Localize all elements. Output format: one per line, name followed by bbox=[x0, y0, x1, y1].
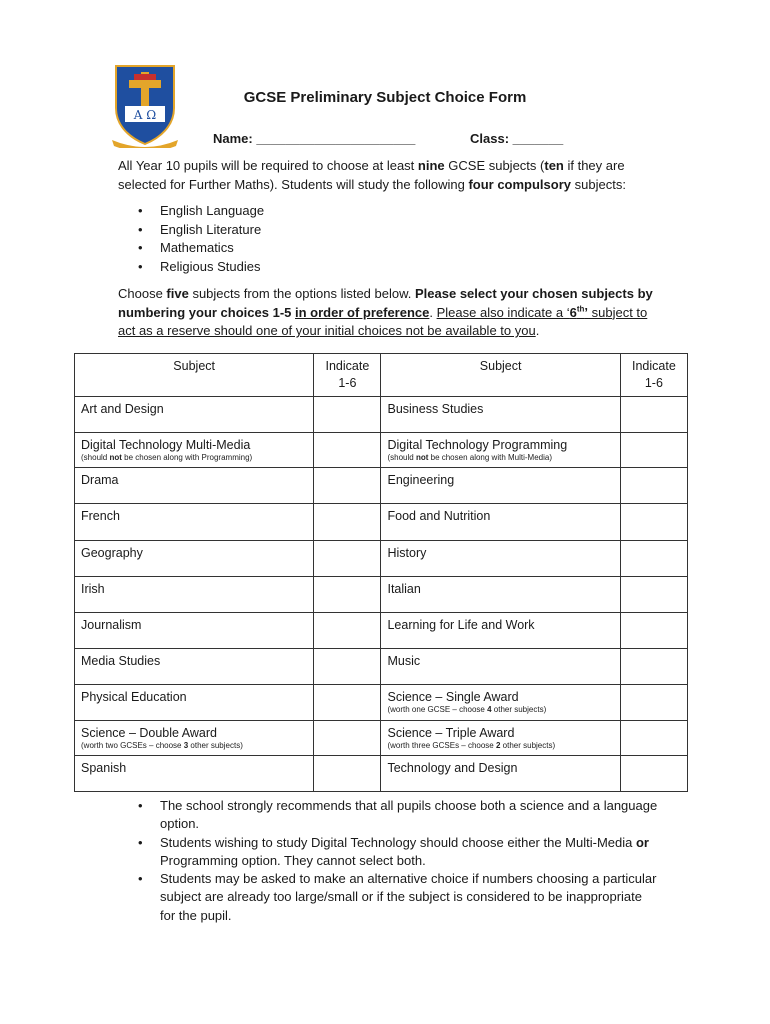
column-header-indicate: Indicate 1-6 bbox=[314, 354, 381, 397]
list-item: • The school strongly recommends that all pupils choose both a science and a language option. bbox=[138, 797, 658, 834]
subject-cell: Digital Technology Multi-Media (should not be chosen along with Programming) bbox=[75, 433, 314, 468]
subject-cell: French bbox=[75, 504, 314, 541]
page-title: GCSE Preliminary Subject Choice Form bbox=[243, 89, 527, 106]
subject-cell: Geography bbox=[75, 541, 314, 577]
table-row bbox=[75, 468, 688, 504]
table-row bbox=[75, 721, 688, 756]
preference-input-cell[interactable] bbox=[314, 504, 381, 541]
subject-cell: Physical Education bbox=[75, 685, 314, 721]
crest-letters: A Ω bbox=[133, 108, 157, 122]
list-item: • Students may be asked to make an alternative choice if numbers choosing a particular subject are already too large/small or if the subject is considered to be inappropriate for the pupil. bbox=[138, 870, 658, 925]
column-header-subject: Subject bbox=[381, 354, 620, 397]
instructions-paragraph: Choose five subjects from the options listed below. Please select your chosen subjects by numbering your choices 1-5 in order of preference. Please also indicate a ‘6th’ subject to act as a reserve should one of your initial choices not be available to you. bbox=[118, 286, 653, 338]
table-row bbox=[75, 685, 688, 721]
preference-input-cell[interactable] bbox=[314, 468, 381, 504]
class-field[interactable]: Class: _______ bbox=[470, 131, 564, 146]
table-row bbox=[75, 397, 688, 433]
preference-input-cell[interactable] bbox=[620, 468, 687, 504]
school-crest-logo bbox=[112, 64, 178, 148]
subject-cell: Spanish bbox=[75, 756, 314, 792]
compulsory-subject-list bbox=[138, 202, 264, 276]
subject-cell: History bbox=[381, 541, 620, 577]
subject-cell: Technology and Design bbox=[381, 756, 620, 792]
table-row bbox=[75, 649, 688, 685]
table-row bbox=[75, 613, 688, 649]
preference-input-cell[interactable] bbox=[314, 613, 381, 649]
subject-cell: Journalism bbox=[75, 613, 314, 649]
preference-input-cell[interactable] bbox=[620, 433, 687, 468]
subject-cell: Science – Single Award (worth one GCSE – choose 4 other subjects) bbox=[381, 685, 620, 721]
subject-cell: Media Studies bbox=[75, 649, 314, 685]
subject-cell: Italian bbox=[381, 577, 620, 613]
preference-input-cell[interactable] bbox=[314, 433, 381, 468]
preference-input-cell[interactable] bbox=[620, 685, 687, 721]
list-item: • English Literature bbox=[138, 221, 264, 240]
preference-input-cell[interactable] bbox=[314, 721, 381, 756]
subject-choice-table bbox=[74, 353, 688, 792]
subject-cell: Business Studies bbox=[381, 397, 620, 433]
preference-input-cell[interactable] bbox=[314, 577, 381, 613]
list-item: • English Language bbox=[138, 202, 264, 221]
subject-cell: Music bbox=[381, 649, 620, 685]
table-row bbox=[75, 433, 688, 468]
preference-input-cell[interactable] bbox=[314, 685, 381, 721]
table-row bbox=[75, 504, 688, 541]
preference-input-cell[interactable] bbox=[314, 756, 381, 792]
table-header-row bbox=[75, 354, 688, 397]
preference-input-cell[interactable] bbox=[620, 504, 687, 541]
subject-cell: Food and Nutrition bbox=[381, 504, 620, 541]
table-row bbox=[75, 541, 688, 577]
subject-cell: Science – Triple Award (worth three GCSEs – choose 2 other subjects) bbox=[381, 721, 620, 756]
table-row bbox=[75, 756, 688, 792]
preference-input-cell[interactable] bbox=[314, 649, 381, 685]
name-field[interactable]: Name: ______________________ bbox=[213, 131, 416, 146]
subject-cell: Science – Double Award (worth two GCSEs – choose 3 other subjects) bbox=[75, 721, 314, 756]
preference-input-cell[interactable] bbox=[314, 397, 381, 433]
subject-cell: Art and Design bbox=[75, 397, 314, 433]
notes-list bbox=[138, 797, 658, 925]
subject-cell: Learning for Life and Work bbox=[381, 613, 620, 649]
column-header-indicate: Indicate 1-6 bbox=[620, 354, 687, 397]
subject-cell: Digital Technology Programming (should not be chosen along with Multi-Media) bbox=[381, 433, 620, 468]
subject-cell: Engineering bbox=[381, 468, 620, 504]
preference-input-cell[interactable] bbox=[620, 577, 687, 613]
preference-input-cell[interactable] bbox=[314, 541, 381, 577]
table-row bbox=[75, 577, 688, 613]
list-item: • Students wishing to study Digital Technology should choose either the Multi-Media or Programming option. They cannot select both. bbox=[138, 834, 658, 871]
preference-input-cell[interactable] bbox=[620, 756, 687, 792]
subject-cell: Drama bbox=[75, 468, 314, 504]
preference-input-cell[interactable] bbox=[620, 397, 687, 433]
preference-input-cell[interactable] bbox=[620, 649, 687, 685]
intro-paragraph: All Year 10 pupils will be required to choose at least nine GCSE subjects (ten if they are selected for Further Maths). Students will study the following four compulsory subjects: bbox=[118, 158, 626, 192]
list-item: • Religious Studies bbox=[138, 258, 264, 277]
column-header-subject: Subject bbox=[75, 354, 314, 397]
preference-input-cell[interactable] bbox=[620, 613, 687, 649]
subject-cell: Irish bbox=[75, 577, 314, 613]
list-item: • Mathematics bbox=[138, 239, 264, 258]
preference-input-cell[interactable] bbox=[620, 721, 687, 756]
preference-input-cell[interactable] bbox=[620, 541, 687, 577]
